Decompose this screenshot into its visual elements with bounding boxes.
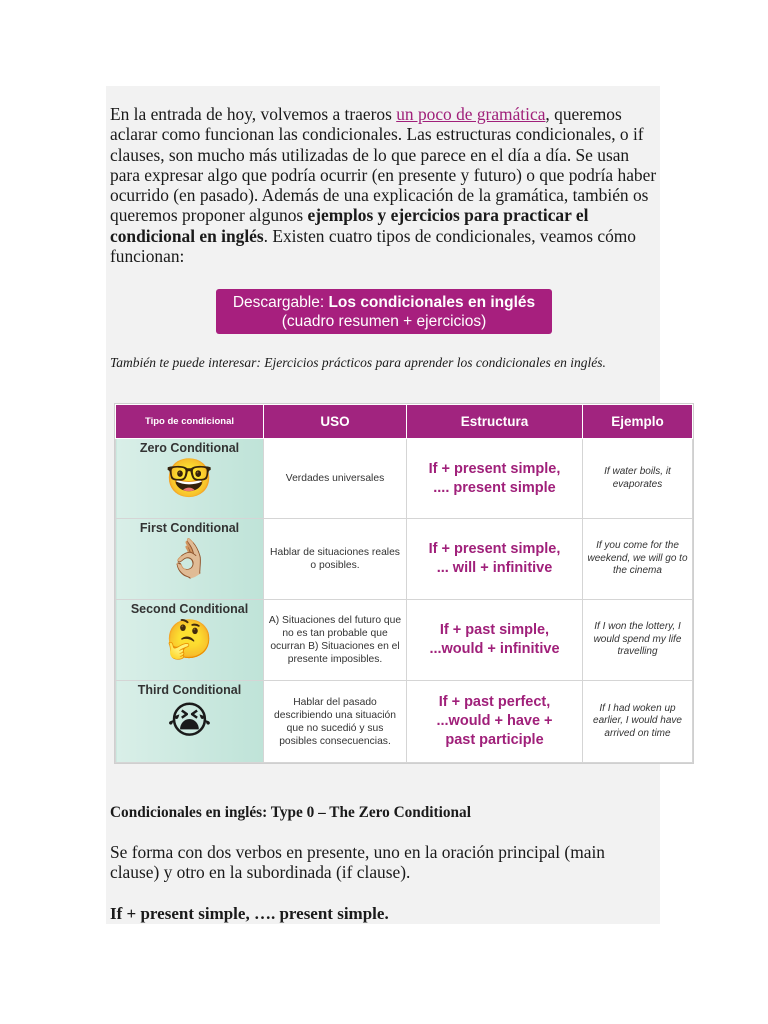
estructura-line: If + past simple,: [439, 622, 550, 638]
nerd-face-icon: 🤓: [165, 458, 214, 500]
section-heading: Condicionales en inglés: Type 0 – The Zero Conditional: [110, 804, 471, 821]
estructura-line: .... present simple: [433, 479, 556, 496]
table-row: [116, 681, 693, 763]
estructura-cell: [407, 439, 583, 519]
uso-cell: Verdades universales: [264, 439, 407, 519]
header-uso: USO: [264, 405, 407, 439]
download-button[interactable]: [216, 289, 552, 334]
grammar-link[interactable]: un poco de gramática: [396, 104, 546, 124]
intro-bold: ejemplos y ejercicios para practicar el condicional en inglés: [110, 205, 589, 246]
formula: If + present simple, …. present simple.: [110, 904, 389, 923]
table-row: [116, 439, 693, 519]
estructura-line: ...would + have +: [436, 713, 553, 729]
download-title: Los condicionales en inglés: [328, 293, 536, 311]
intro-paragraph: [110, 104, 658, 266]
table-header-row: [116, 405, 693, 439]
ok-hand-icon: 👌🏼: [165, 538, 214, 580]
ejemplo-cell: If I had woken up earlier, I would have arrived on time: [583, 681, 693, 763]
type-cell: [116, 519, 264, 600]
estructura-line: past participle: [445, 732, 544, 748]
intro-text-2: , queremos aclarar como funcionan las condicionales. Las estructuras condicionales, o if clauses, son mucho más utilizadas de lo que parece en el día a día. Se usan para expresar algo que podría ocurrir (en presente y futuro) o que podría haber ocurrido (en pasado). Además de una explicación de la gramática, también os queremos proponer algunos: [110, 104, 657, 226]
estructura-cell: [407, 519, 583, 600]
uso-cell: Hablar del pasado describiendo una situación que no sucedió y sus posibles consecuencias.: [264, 681, 407, 763]
related-link-text[interactable]: También te puede interesar: Ejercicios prácticos para aprender los condicionales en inglés.: [110, 355, 606, 370]
type-cell: [116, 681, 264, 763]
intro-text-1: En la entrada de hoy, volvemos a traeros: [110, 104, 397, 124]
estructura-cell: [407, 681, 583, 763]
header-ejemplo: Ejemplo: [583, 405, 693, 439]
table-row: [116, 600, 693, 681]
ejemplo-cell: If water boils, it evaporates: [583, 439, 693, 519]
paragraph-2: Se forma con dos verbos en presente, uno en la oración principal (main clause) y otro en la subordinada (if clause).: [110, 842, 605, 883]
estructura-line: ...would + infinitive: [429, 641, 560, 657]
type-cell: [116, 439, 264, 519]
type-name: First Conditional: [139, 521, 240, 535]
type-name: Second Conditional: [130, 602, 249, 616]
intro-text-3: . Existen cuatro tipos de condicionales, veamos cómo funcionan:: [110, 225, 636, 267]
crying-face-icon: 😭: [167, 700, 212, 742]
estructura-cell: [407, 600, 583, 681]
header-estructura: Estructura: [407, 405, 583, 439]
content: [110, 104, 658, 266]
estructura-line: If + present simple,: [428, 460, 561, 477]
type-name: Zero Conditional: [139, 441, 240, 455]
ejemplo-cell: If I won the lottery, I would spend my life travelling: [583, 600, 693, 681]
type-cell: [116, 600, 264, 681]
type-name: Third Conditional: [137, 683, 242, 697]
estructura-line: ... will + infinitive: [436, 560, 553, 576]
download-line-1: [216, 293, 552, 312]
document-page: [106, 86, 688, 924]
estructura-line: If + present simple,: [428, 541, 561, 557]
download-line-2: (cuadro resumen + ejercicios): [281, 312, 487, 330]
table-row: [116, 519, 693, 600]
thinking-face-icon: 🤔: [165, 619, 214, 661]
conditionals-table: [115, 404, 693, 763]
header-type: Tipo de condicional: [116, 405, 264, 439]
download-prefix: Descargable:: [232, 293, 329, 311]
uso-cell: A) Situaciones del futuro que no es tan probable que ocurran B) Situaciones en el presente imposibles.: [264, 600, 407, 681]
estructura-line: If + past perfect,: [438, 694, 551, 710]
ejemplo-cell: If you come for the weekend, we will go to the cinema: [583, 519, 693, 600]
uso-cell: Hablar de situaciones reales o posibles.: [264, 519, 407, 600]
